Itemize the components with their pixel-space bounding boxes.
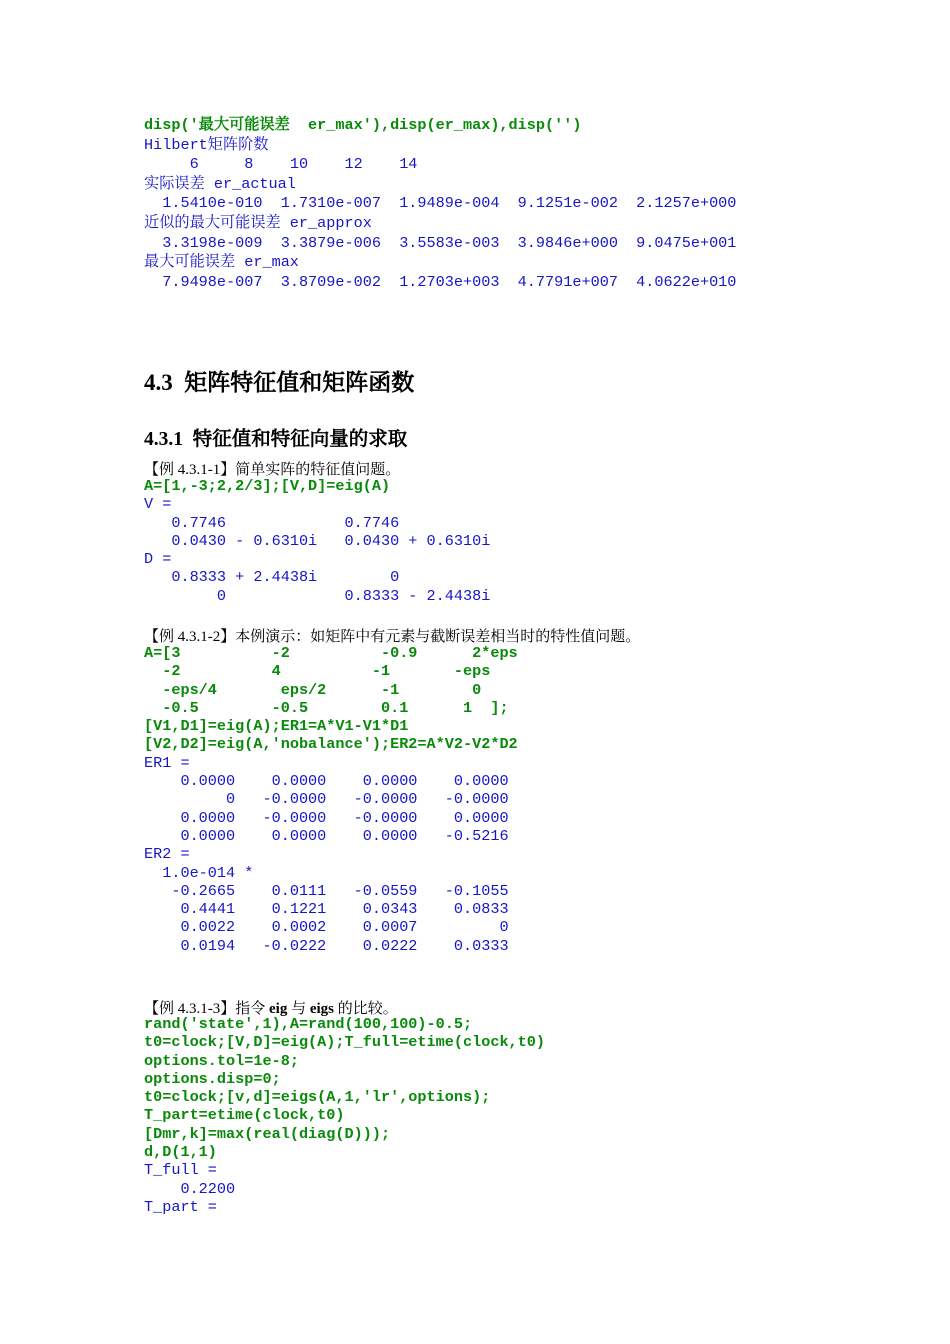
code-input-line: T_part=etime(clock,t0): [144, 1106, 345, 1125]
code-output-line: 0.0000 -0.0000 -0.0000 0.0000: [144, 808, 509, 827]
code-output-line: 3.3198e-009 3.3879e-006 3.5583e-003 3.9846e+000 9.0475e+001: [144, 233, 737, 252]
code-input-line: rand('state',1),A=rand(100,100)-0.5;: [144, 1015, 473, 1033]
code-input-line: t0=clock;[v,d]=eigs(A,1,'lr',options);: [144, 1088, 491, 1107]
code-output-line: 近似的最大可能误差 er_approx: [144, 213, 372, 232]
code-input-line: disp('最大可能误差 er_max'),disp(er_max),disp(''): [144, 116, 582, 134]
example-3-label: 【例 4.3.1-3】: [144, 1001, 236, 1017]
matlab-code-block-example-1: [144, 477, 490, 605]
example-1-heading: [144, 458, 400, 479]
code-output-line: T_part =: [144, 1197, 217, 1216]
section-heading: [144, 364, 414, 397]
code-input-line: A=[1,-3;2,2/3];[V,D]=eig(A): [144, 477, 391, 495]
code-input-line: -2 4 -1 -eps: [144, 662, 491, 681]
subsection-heading: [144, 423, 407, 451]
code-input-line: [V2,D2]=eig(A,'nobalance');ER2=A*V2-V2*D2: [144, 735, 518, 754]
code-output-line: 6 8 10 12 14: [144, 155, 418, 174]
code-output-line: ER2 =: [144, 845, 190, 864]
code-input-line: options.tol=1e-8;: [144, 1051, 299, 1070]
matlab-code-block-errors: [144, 116, 736, 292]
code-output-line: 0 0.8333 - 2.4438i: [144, 586, 491, 605]
code-output-line: D =: [144, 550, 172, 569]
code-input-line: -0.5 -0.5 0.1 1 ];: [144, 698, 509, 717]
example-3-desc-eig: eig: [269, 1001, 288, 1017]
code-output-line: -0.2665 0.0111 -0.0559 -0.1055: [144, 881, 509, 900]
code-output-line: Hilbert矩阵阶数: [144, 135, 269, 154]
code-output-line: 0 -0.0000 -0.0000 -0.0000: [144, 790, 509, 809]
example-3-desc-3: 的比较。: [334, 1001, 398, 1017]
example-1-description: 简单实阵的特征值问题。: [235, 462, 401, 478]
example-1-label: 【例 4.3.1-1】: [144, 462, 236, 478]
code-output-line: 0.4441 0.1221 0.0343 0.0833: [144, 900, 509, 919]
code-output-line: 1.5410e-010 1.7310e-007 1.9489e-004 9.1251e-002 2.1257e+000: [144, 194, 737, 213]
code-output-line: 1.0e-014 *: [144, 863, 254, 882]
example-3-desc-1: 指令: [235, 1001, 270, 1017]
code-input-line: [Dmr,k]=max(real(diag(D)));: [144, 1124, 391, 1143]
code-output-line: 0.7746 0.7746: [144, 513, 400, 532]
subsection-title: 特征值和特征向量的求取: [192, 429, 408, 450]
code-output-line: 最大可能误差 er_max: [144, 253, 299, 272]
code-input-line: A=[3 -2 -0.9 2*eps: [144, 644, 518, 662]
matlab-code-block-example-2: [144, 644, 518, 955]
code-output-line: 0.0194 -0.0222 0.0222 0.0333: [144, 936, 509, 955]
code-input-line: d,D(1,1): [144, 1143, 217, 1162]
code-input-line: t0=clock;[V,D]=eig(A);T_full=etime(clock,t0): [144, 1033, 546, 1052]
code-output-line: 0.0022 0.0002 0.0007 0: [144, 918, 509, 937]
code-input-line: -eps/4 eps/2 -1 0: [144, 680, 482, 699]
subsection-number: 4.3.1: [144, 429, 183, 450]
code-output-line: 0.0000 0.0000 0.0000 0.0000: [144, 772, 509, 791]
code-output-line: V =: [144, 495, 172, 514]
matlab-code-block-example-3: [144, 1015, 545, 1216]
code-output-line: 0.0430 - 0.6310i 0.0430 + 0.6310i: [144, 531, 491, 550]
section-title: 矩阵特征值和矩阵函数: [184, 370, 415, 395]
code-input-line: [V1,D1]=eig(A);ER1=A*V1-V1*D1: [144, 717, 409, 736]
code-output-line: 0.8333 + 2.4438i 0: [144, 568, 400, 587]
code-output-line: 0.0000 0.0000 0.0000 -0.5216: [144, 826, 509, 845]
code-output-line: T_full =: [144, 1161, 217, 1180]
code-output-line: 7.9498e-007 3.8709e-002 1.2703e+003 4.7791e+007 4.0622e+010: [144, 272, 737, 291]
code-output-line: 0.2200: [144, 1179, 236, 1198]
section-number: 4.3: [144, 370, 173, 395]
code-output-line: 实际误差 er_actual: [144, 174, 296, 193]
example-2-label: 【例 4.3.1-2】: [144, 629, 236, 645]
code-input-line: options.disp=0;: [144, 1069, 281, 1088]
example-3-desc-2: 与: [287, 1001, 310, 1017]
example-2-heading: [144, 625, 640, 646]
example-3-desc-eigs: eigs: [309, 1001, 335, 1017]
example-2-description: 本例演示：如矩阵中有元素与截断误差相当时的特性值问题。: [235, 629, 641, 645]
code-output-line: ER1 =: [144, 753, 190, 772]
